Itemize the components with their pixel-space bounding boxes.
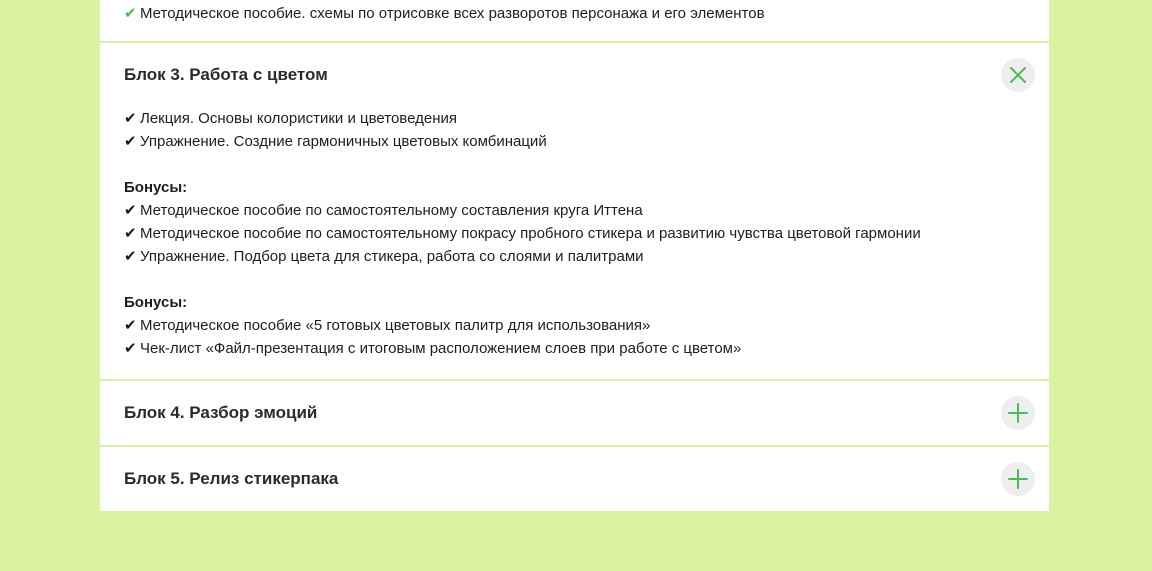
list-item-text: Методическое пособие по самостоятельному покрасу пробного стикера и развитию чувства цветовой гармонии	[140, 225, 921, 242]
checkmark-icon: ✔	[124, 110, 137, 127]
bonus-heading: Бонусы:	[124, 294, 188, 311]
bonus-heading: Бонусы:	[124, 179, 188, 196]
expand-button[interactable]	[1001, 396, 1035, 430]
checkmark-icon: ✔	[124, 202, 137, 219]
list-item-text: Методическое пособие по самостоятельному составления круга Иттена	[140, 202, 643, 219]
checkmark-icon: ✔	[124, 225, 137, 242]
list-item	[124, 107, 1025, 130]
block-title: Блок 4. Разбор эмоций	[124, 403, 318, 422]
checkmark-icon: ✔	[124, 5, 137, 22]
list-item	[124, 337, 1025, 360]
list-item	[124, 222, 1025, 245]
checkmark-icon: ✔	[124, 133, 137, 150]
course-program-accordion	[100, 0, 1049, 511]
accordion-header-block-3[interactable]	[100, 43, 1049, 107]
spacer	[124, 268, 1025, 291]
list-item	[124, 245, 1025, 268]
accordion-header-block-4[interactable]	[100, 381, 1049, 445]
accordion-body-block-3	[100, 107, 1049, 379]
list-item-text: Упражнение. Создние гармоничных цветовых комбинаций	[140, 133, 547, 150]
spacer	[124, 153, 1025, 176]
list-item-text: Методическое пособие «5 готовых цветовых палитр для использования»	[140, 317, 651, 334]
plus-icon	[1008, 403, 1028, 423]
checkmark-icon: ✔	[124, 340, 137, 357]
list-item-text: Упражнение. Подбор цвета для стикера, работа со слоями и палитрами	[140, 248, 644, 265]
plus-icon	[1008, 469, 1028, 489]
checkmark-icon: ✔	[124, 248, 137, 265]
list-item	[124, 2, 1025, 25]
accordion-panel-block-2	[100, 0, 1049, 41]
list-item	[124, 314, 1025, 337]
accordion-panel-block-4	[100, 379, 1049, 445]
list-item	[124, 199, 1025, 222]
list-item	[124, 130, 1025, 153]
list-item-text: Чек-лист «Файл-презентация с итоговым расположением слоев при работе с цветом»	[140, 340, 742, 357]
expand-button[interactable]	[1001, 462, 1035, 496]
checkmark-icon: ✔	[124, 317, 137, 334]
block-title: Блок 3. Работа с цветом	[124, 65, 328, 84]
accordion-panel-block-5	[100, 445, 1049, 511]
list-item-text: Методическое пособие. схемы по отрисовке всех разворотов персонажа и его элементов	[140, 5, 765, 22]
list-item-text: Лекция. Основы колористики и цветоведения	[140, 110, 457, 127]
accordion-header-block-5[interactable]	[100, 447, 1049, 511]
close-icon	[1008, 65, 1028, 85]
block-title: Блок 5. Релиз стикерпака	[124, 469, 339, 488]
accordion-panel-block-3	[100, 41, 1049, 379]
collapse-button[interactable]	[1001, 58, 1035, 92]
